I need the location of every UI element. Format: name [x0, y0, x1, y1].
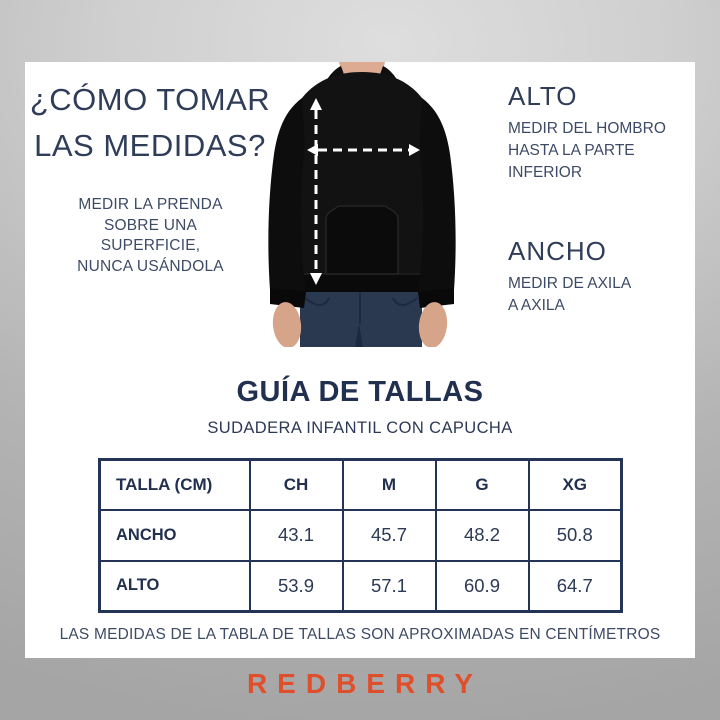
alto-g-value: 60.9 [436, 561, 529, 612]
row-label-ancho: ANCHO [100, 510, 250, 561]
ancho-desc-line: A AXILA [508, 297, 565, 314]
instruction-line: NUNCA USÁNDOLA [77, 257, 224, 275]
alto-xg-value: 64.7 [529, 561, 622, 612]
col-header-talla: TALLA (CM) [100, 460, 250, 510]
size-guide-card [25, 62, 695, 658]
col-header-m: M [343, 460, 436, 510]
ancho-desc-line: MEDIR DE AXILA [508, 275, 632, 292]
alto-description [508, 118, 693, 184]
ancho-xg-value: 50.8 [529, 510, 622, 561]
instruction-line: SUPERFICIE, [100, 237, 201, 254]
row-label-alto: ALTO [100, 561, 250, 612]
table-row-ancho [100, 510, 622, 561]
ancho-ch-value: 43.1 [250, 510, 343, 561]
alto-definition [508, 80, 693, 184]
page-title-line1: ¿CÓMO TOMAR [29, 82, 271, 117]
size-table-wrapper [98, 458, 623, 613]
measuring-instructions [38, 195, 263, 277]
page-title [25, 77, 275, 169]
disclaimer-note: LAS MEDIDAS DE LA TABLA DE TALLAS SON APROXIMADAS EN CENTÍMETROS [59, 626, 661, 643]
instruction-line: SOBRE UNA [103, 216, 198, 234]
ancho-description [508, 273, 693, 317]
hoodie-product-photo [242, 62, 482, 347]
col-header-ch: CH [250, 460, 343, 510]
size-table-header-row [100, 460, 622, 510]
boy-in-black-hoodie-illustration [242, 62, 482, 347]
size-guide-subtitle: SUDADERA INFANTIL CON CAPUCHA [207, 419, 513, 437]
size-table [98, 458, 623, 613]
alto-desc-line: HASTA LA PARTE [508, 142, 635, 159]
alto-title: ALTO [508, 81, 578, 111]
ancho-title: ANCHO [508, 236, 607, 266]
alto-ch-value: 53.9 [250, 561, 343, 612]
instruction-line: MEDIR LA PRENDA [78, 196, 223, 213]
page-title-line2: LAS MEDIDAS? [34, 128, 266, 163]
col-header-xg: XG [529, 460, 622, 510]
alto-desc-line: MEDIR DEL HOMBRO [508, 120, 666, 137]
ancho-definition [508, 235, 693, 317]
size-guide-title: GUÍA DE TALLAS [236, 376, 484, 408]
ancho-g-value: 48.2 [436, 510, 529, 561]
ancho-m-value: 45.7 [343, 510, 436, 561]
col-header-g: G [436, 460, 529, 510]
table-row-alto [100, 561, 622, 612]
alto-m-value: 57.1 [343, 561, 436, 612]
alto-desc-line: INFERIOR [508, 164, 583, 181]
brand-logo: REDBERRY [246, 668, 484, 699]
